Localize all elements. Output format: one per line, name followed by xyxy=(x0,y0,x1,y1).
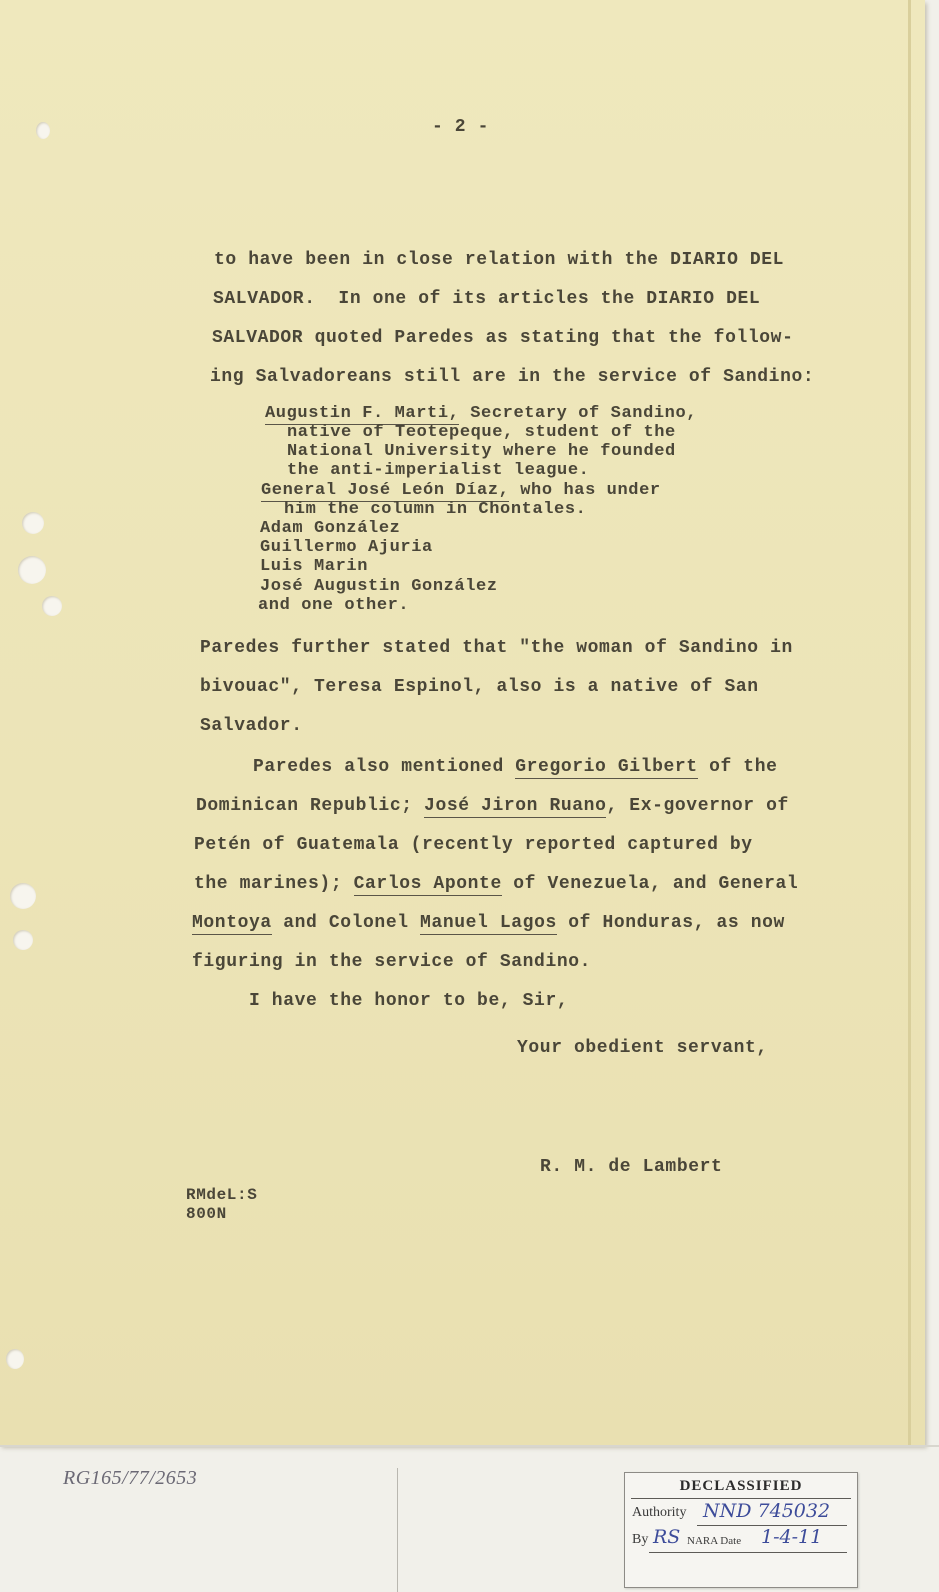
punch-hole xyxy=(10,883,36,909)
list-item xyxy=(265,404,697,423)
paragraph-text: Paredes also mentioned xyxy=(196,757,516,777)
list-item-text: who has under xyxy=(509,481,661,500)
list-item-continuation: him the column in Chontales. xyxy=(284,500,587,519)
punch-hole xyxy=(13,930,33,950)
scan-bottom-edge xyxy=(0,1445,939,1447)
paragraph-text: the marines); xyxy=(194,874,354,894)
stamp-by-label: By xyxy=(632,1532,649,1547)
stamp-date-value: 1-4-11 xyxy=(761,1526,823,1548)
paragraph-line: Petén of Guatemala (recently reported captured by xyxy=(194,835,753,855)
underlined-name: Montoya xyxy=(192,913,272,933)
list-item-continuation: National University where he founded xyxy=(287,442,676,461)
declassified-stamp xyxy=(624,1472,858,1588)
list-item: Adam González xyxy=(260,519,401,538)
paragraph-line xyxy=(196,796,789,816)
divider-line xyxy=(397,1468,398,1592)
stamp-authority-label: Authority xyxy=(632,1505,687,1520)
paragraph-line: SALVADOR quoted Paredes as stating that the follow- xyxy=(212,328,794,348)
stamp-rule xyxy=(649,1552,847,1553)
closing-line: I have the honor to be, Sir, xyxy=(192,991,569,1011)
archive-reference: RG165/77/2653 xyxy=(63,1467,198,1489)
underlined-name: General José León Díaz, xyxy=(261,481,510,500)
punch-hole xyxy=(6,1349,24,1369)
underlined-name: Augustin F. Marti, xyxy=(265,404,460,423)
paragraph-line: figuring in the service of Sandino. xyxy=(192,952,592,972)
underlined-name: José Jiron Ruano xyxy=(424,796,607,816)
punch-hole xyxy=(42,596,62,616)
paragraph-text: and Colonel xyxy=(271,913,421,933)
stamp-nara-label: NARA Date xyxy=(687,1535,742,1547)
list-item: Luis Marin xyxy=(260,557,369,576)
punch-hole xyxy=(18,556,46,584)
list-item xyxy=(261,481,661,500)
paragraph-line: Paredes further stated that "the woman of Sandino in xyxy=(200,638,793,658)
paragraph-line: to have been in close relation with the DIARIO DEL xyxy=(214,250,785,270)
list-item-text: Secretary of Sandino, xyxy=(459,404,698,423)
paragraph-text: of Venezuela, and General xyxy=(501,874,799,894)
list-item: and one other. xyxy=(258,596,410,615)
punch-hole xyxy=(36,122,50,139)
valediction: Your obedient servant, xyxy=(517,1038,768,1058)
underlined-name: Manuel Lagos xyxy=(420,913,557,933)
paragraph-text: , Ex-governor of xyxy=(606,796,789,816)
file-code: 800N xyxy=(186,1205,227,1223)
list-item: José Augustin González xyxy=(260,577,498,596)
typist-initials: RMdeL:S xyxy=(186,1186,258,1204)
paragraph-text: Dominican Republic; xyxy=(196,796,425,816)
paragraph-line: bivouac", Teresa Espinol, also is a native of San xyxy=(200,677,759,697)
paragraph-text: of Honduras, as now xyxy=(556,913,785,933)
punch-hole xyxy=(22,512,44,534)
paragraph-line xyxy=(192,913,785,933)
paragraph-line xyxy=(196,757,778,777)
page-number: - 2 - xyxy=(432,117,490,137)
stamp-rule xyxy=(631,1498,851,1499)
list-item-continuation: the anti-imperialist league. xyxy=(287,461,590,480)
stamp-title: DECLASSIFIED xyxy=(679,1478,803,1494)
paragraph-line xyxy=(194,874,798,894)
underlined-name: Gregorio Gilbert xyxy=(515,757,698,777)
signature: R. M. de Lambert xyxy=(540,1157,723,1177)
list-item-continuation: native of Teotepeque, student of the xyxy=(287,423,676,442)
paragraph-line: Salvador. xyxy=(200,716,303,736)
paragraph-line: ing Salvadoreans still are in the service of Sandino: xyxy=(210,367,815,387)
stamp-authority-value: NND 745032 xyxy=(703,1500,831,1522)
list-item: Guillermo Ajuria xyxy=(260,538,433,557)
page-edge xyxy=(908,0,911,1445)
paragraph-text: of the xyxy=(697,757,778,777)
stamp-by-value: RS xyxy=(653,1526,681,1548)
paragraph-line: SALVADOR. In one of its articles the DIARIO DEL xyxy=(213,289,761,309)
underlined-name: Carlos Aponte xyxy=(353,874,502,894)
